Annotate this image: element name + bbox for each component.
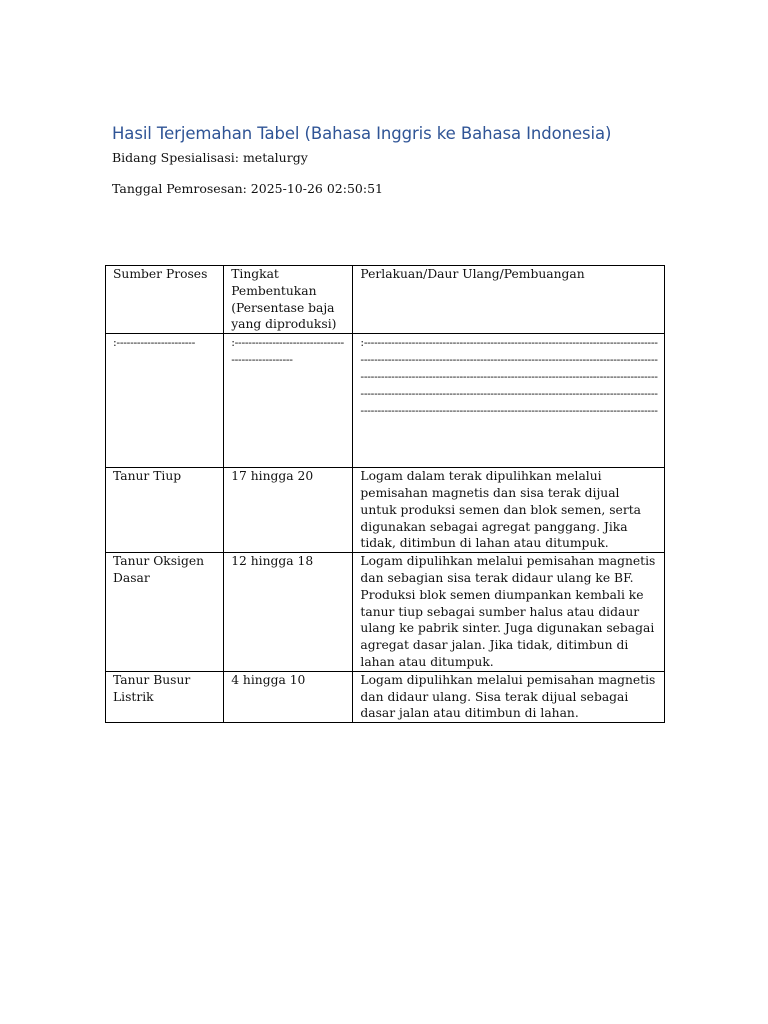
table-separator-row [106,334,665,468]
specialization-field: Bidang Spesialisasi: metalurgy [112,150,308,165]
treatment-cell: Logam dalam terak dipulihkan melalui pemisahan magnetis dan sisa terak dijual untuk produksi semen dan blok semen, serta digunakan sebagai agregat panggang. Jika tidak, ditimbun di lahan atau ditumpuk. [353,468,665,553]
document-title: Hasil Terjemahan Tabel (Bahasa Inggris ke Bahasa Indonesia) [112,124,612,143]
table-row [106,553,665,672]
table-row [106,671,665,722]
treatment-cell: Logam dipulihkan melalui pemisahan magnetis dan sebagian sisa terak didaur ulang ke BF. Produksi blok semen diumpankan kembali ke tanur tiup sebagai sumber halus atau didaur ulang ke pabrik sinter. Juga digunakan sebagai agregat dasar jalan. Jika tidak, ditimbun di lahan atau ditumpuk. [353,553,665,672]
table-row [106,468,665,553]
header-cell-rate: Tingkat Pembentukan (Persentase baja yang diproduksi) [224,266,353,334]
header-cell-source: Sumber Proses [106,266,224,334]
slag-treatment-table [105,265,665,723]
rate-cell: 17 hingga 20 [224,468,353,553]
processing-date: Tanggal Pemrosesan: 2025-10-26 02:50:51 [112,181,383,196]
separator-cell: :-------------------------------------------------------------------------------------------------------------------------------------------------------------------------------------------------------------------------------------------------------------------------------------------------------------------------------------------------------------------------------------------------------------------------------------------------- [353,334,665,468]
separator-cell: :----------------------- [106,334,224,468]
header-cell-treatment: Perlakuan/Daur Ulang/Pembuangan [353,266,665,334]
source-cell: Tanur Oksigen Dasar [106,553,224,672]
source-cell: Tanur Tiup [106,468,224,553]
treatment-cell: Logam dipulihkan melalui pemisahan magnetis dan didaur ulang. Sisa terak dijual sebagai dasar jalan atau ditimbun di lahan. [353,671,665,722]
source-cell: Tanur Busur Listrik [106,671,224,722]
rate-cell: 12 hingga 18 [224,553,353,672]
separator-cell: :-------------------------------------------------- [224,334,353,468]
table-header-row [106,266,665,334]
rate-cell: 4 hingga 10 [224,671,353,722]
